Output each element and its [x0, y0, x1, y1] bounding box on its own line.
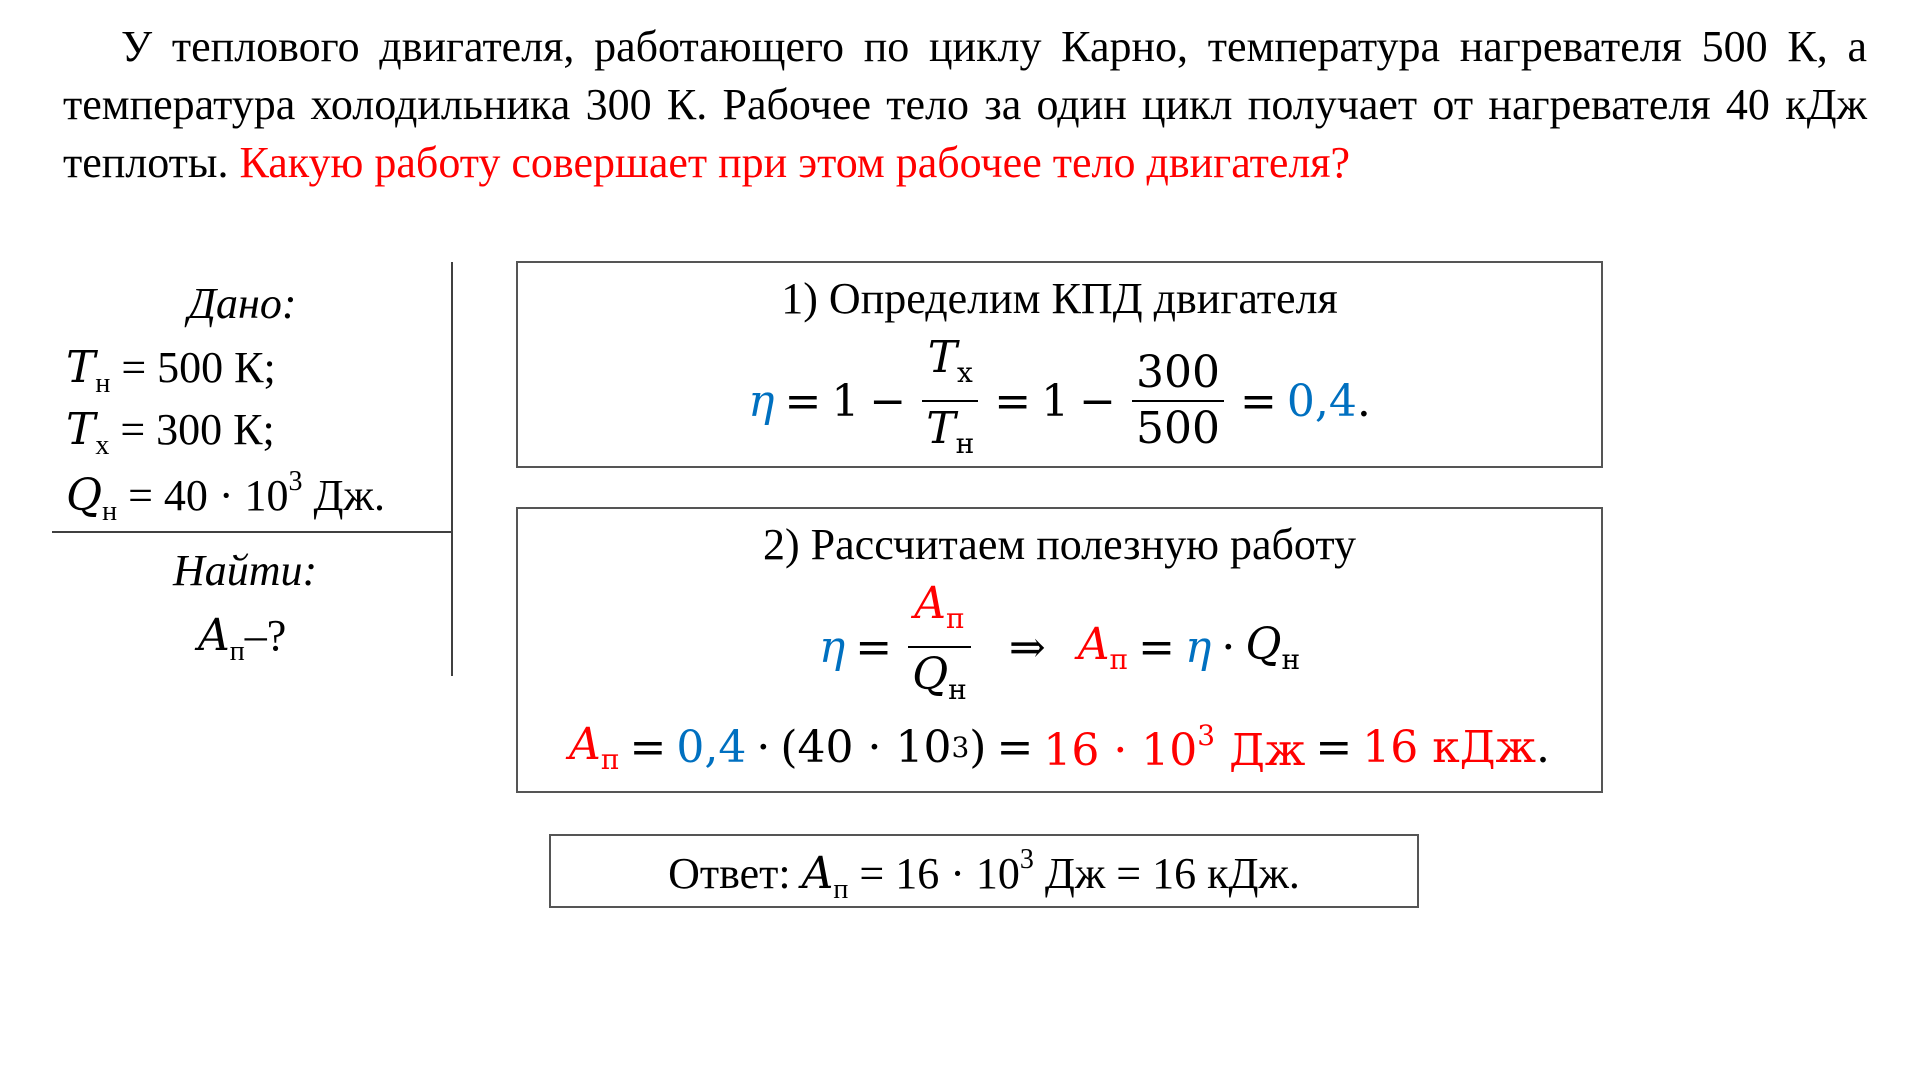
one: 1 — [1041, 375, 1070, 427]
unit-joule: Дж — [1215, 724, 1306, 776]
find-target — [198, 610, 286, 668]
efficiency-result: 0,4 — [1286, 375, 1357, 427]
given-value: = 300 К; — [120, 405, 275, 454]
equals-sign: = — [1138, 621, 1176, 673]
given-var: T — [66, 342, 96, 393]
answer-box — [549, 834, 1419, 908]
work-calculation — [518, 717, 1601, 777]
frac-num-sub: п — [946, 602, 965, 635]
step2-title: 2) Рассчитаем полезную работу — [763, 520, 1356, 569]
exponent: 3 — [951, 730, 970, 764]
step1-title: 1) Определим КПД двигателя — [781, 274, 1338, 323]
minus-sign: − — [869, 375, 907, 427]
equals-sign: = — [994, 375, 1032, 427]
work-var: A — [1077, 618, 1110, 670]
heat-sub: н — [1281, 642, 1301, 676]
equals-sign: = — [784, 375, 822, 427]
work-var: A — [569, 718, 601, 770]
close-paren: ) — [969, 721, 987, 773]
answer-value: = 16 · 10 — [859, 849, 1020, 898]
answer-var: A — [801, 848, 834, 899]
work-sub: п — [600, 742, 620, 776]
step1-box — [516, 261, 1603, 468]
answer-line — [551, 844, 1417, 906]
problem-statement — [63, 18, 1867, 192]
given-value: = 40 · 10 — [128, 471, 289, 520]
given-exponent: 3 — [288, 466, 303, 497]
given-sub: х — [95, 430, 110, 461]
frac-num-sub: х — [957, 356, 973, 389]
equals-sign: = — [1240, 375, 1277, 427]
dot-operator: · — [756, 721, 771, 773]
given-var: T — [66, 404, 96, 455]
period: . — [1535, 721, 1550, 773]
eta-symbol: η — [748, 375, 775, 427]
frac-den-var: T — [926, 403, 956, 454]
work-relation-formula — [518, 578, 1601, 706]
numeric-fraction — [1132, 348, 1224, 454]
equals-sign: = — [996, 721, 1034, 773]
equals-sign: = — [1315, 721, 1353, 773]
find-sub: п — [229, 636, 245, 667]
frac-denominator: 500 — [1132, 400, 1224, 454]
frac-den-sub: н — [948, 673, 967, 706]
frac-den-sub: н — [955, 427, 975, 460]
work-sub: п — [1109, 642, 1129, 676]
find-heading: Найти: — [173, 546, 318, 595]
period: . — [1356, 375, 1371, 427]
problem-question: Какую работу совершает при этом рабочее тело двигателя? — [239, 138, 1351, 187]
answer-sub: п — [833, 874, 849, 905]
answer-unit: Дж = 16 кДж. — [1033, 849, 1300, 898]
given-cold-temperature — [66, 404, 275, 462]
find-var: A — [198, 610, 230, 661]
problem-condition: У теплового двигателя, работающего по циклу Карно, температура нагревателя 500 К, а температура холодильника 300 К. Рабочее тело за один цикл получает от нагревателя 40 кДж теплоты. — [63, 22, 1867, 187]
heat-var: Q — [1245, 618, 1282, 670]
work-result-joules: 16 · 10 — [1043, 724, 1198, 776]
work-fraction — [908, 579, 971, 715]
equals-sign: = — [629, 721, 667, 773]
given-var: Q — [66, 470, 103, 521]
answer-label: Ответ: — [668, 849, 791, 898]
answer-exponent: 3 — [1019, 844, 1034, 875]
frac-den-var: Q — [912, 649, 949, 700]
minus-sign: − — [1079, 375, 1117, 427]
given-divider-vertical — [451, 262, 453, 676]
step2-box — [516, 507, 1603, 793]
efficiency-value: 0,4 — [676, 721, 747, 773]
given-hot-temperature — [66, 342, 276, 400]
eta-symbol: η — [818, 621, 846, 673]
heat-expression: (40 · 10 — [780, 721, 952, 773]
frac-num-var: T — [927, 332, 958, 383]
equals-sign: = — [855, 621, 893, 673]
efficiency-formula — [518, 332, 1601, 460]
given-heading: Дано: — [188, 279, 297, 328]
given-heat — [66, 466, 385, 528]
frac-num-var: A — [914, 578, 946, 629]
given-value: = 500 К; — [121, 343, 276, 392]
given-sub: н — [95, 368, 111, 399]
work-result-kilojoules: 16 кДж — [1362, 721, 1536, 773]
eta-symbol: η — [1185, 621, 1212, 673]
temperature-fraction — [922, 333, 978, 469]
one: 1 — [831, 375, 860, 427]
find-suffix: –? — [244, 611, 287, 660]
dot-operator: · — [1221, 621, 1236, 673]
exponent: 3 — [1197, 718, 1216, 752]
implies-arrow: ⇒ — [1008, 621, 1046, 673]
given-divider-horizontal — [52, 531, 452, 533]
given-sub: н — [102, 496, 118, 527]
frac-numerator: 300 — [1136, 347, 1221, 398]
given-unit: Дж. — [302, 471, 385, 520]
